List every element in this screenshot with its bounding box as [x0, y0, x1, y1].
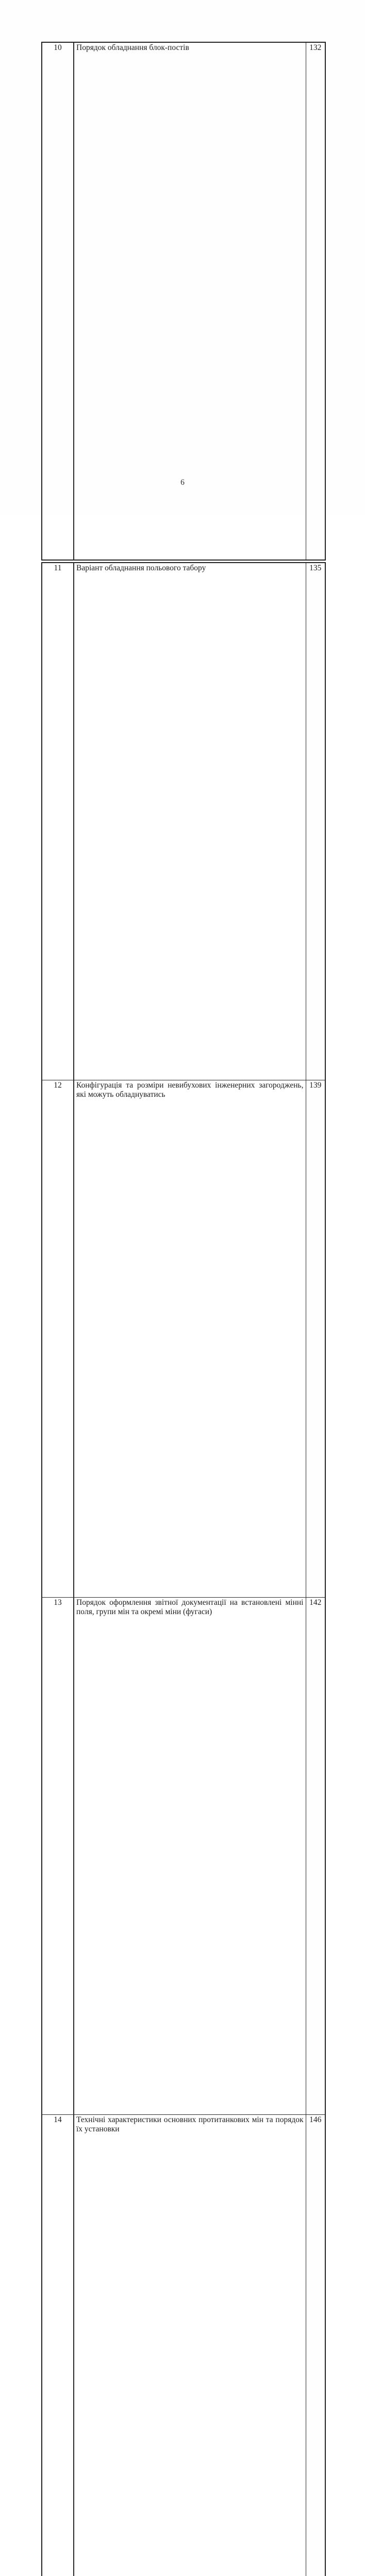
table-of-contents	[41, 42, 326, 2576]
toc-table-fragment-main	[41, 562, 326, 2576]
row-entry-number: 10	[42, 42, 74, 560]
row-entry-page: 132	[306, 42, 325, 560]
row-entry-title: Технічні характеристики основних протитанкових мін та порядок їх установки	[74, 2115, 306, 2576]
row-entry-title: Конфігурація та розміри невибухових інженерних загороджень, які можуть обладнуватись	[74, 1080, 306, 1598]
table-row	[42, 2115, 325, 2576]
row-entry-number: 12	[42, 1080, 74, 1598]
table-row	[42, 1080, 325, 1598]
row-entry-title: Порядок обладнання блок-постів	[74, 42, 306, 560]
row-entry-title: Порядок оформлення звітної документації на встановлені мінні поля, групи мін та окремі міни (фугаси)	[74, 1598, 306, 2115]
row-entry-page: 135	[306, 563, 325, 1080]
table-row	[42, 563, 325, 1080]
row-entry-page: 146	[306, 2115, 325, 2576]
row-entry-title: Варіант обладнання польового табору	[74, 563, 306, 1080]
table-row	[42, 1598, 325, 2115]
row-entry-page: 142	[306, 1598, 325, 2115]
page-number: 6	[0, 478, 365, 487]
row-entry-number: 11	[42, 563, 74, 1080]
row-entry-number: 14	[42, 2115, 74, 2576]
scanned-document-page	[0, 0, 365, 515]
row-entry-number: 13	[42, 1598, 74, 2115]
row-entry-page: 139	[306, 1080, 325, 1598]
